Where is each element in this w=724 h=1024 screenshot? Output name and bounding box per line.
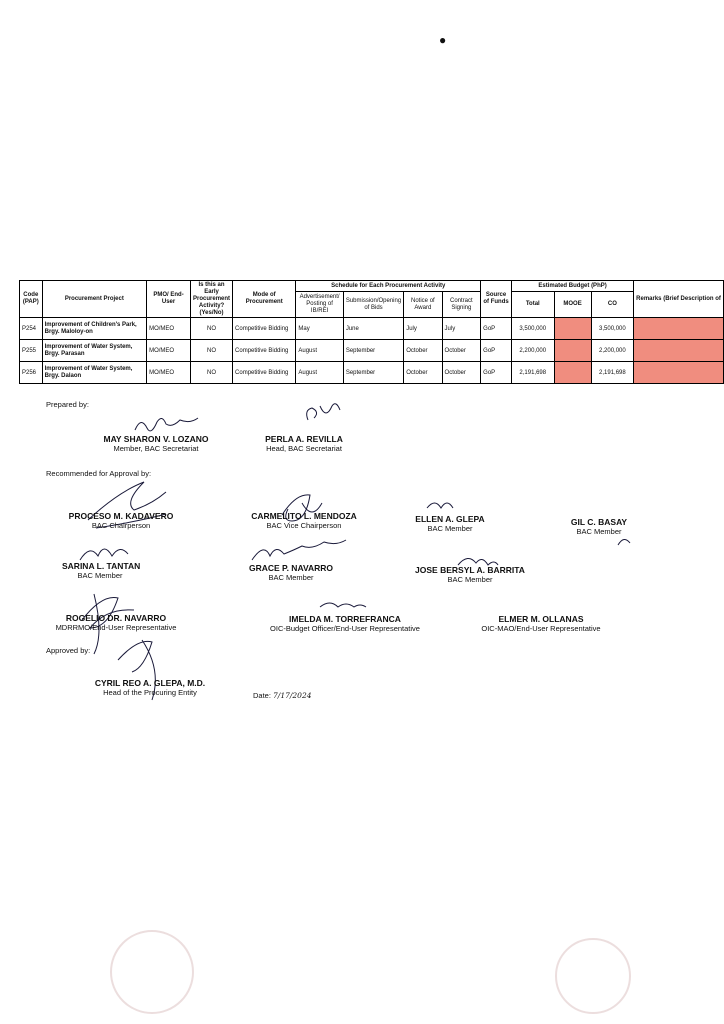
cell-contract: October — [442, 340, 481, 362]
col-co: CO — [591, 292, 634, 318]
date-label: Date: — [253, 691, 271, 700]
table-row — [20, 318, 724, 340]
cell-total: 3,500,000 — [511, 318, 554, 340]
cell-early: NO — [191, 362, 233, 384]
col-total: Total — [511, 292, 554, 318]
signatory-glepa — [412, 514, 488, 533]
signatory-name: ELLEN A. GLEPA — [415, 514, 485, 524]
signatory-barrita — [412, 565, 528, 584]
cell-submission: September — [343, 362, 403, 384]
signatory-role: OIC-MAO/End-User Representative — [481, 624, 601, 633]
signatory-name: ELMER M. OLLANAS — [498, 614, 584, 624]
cell-contract: July — [442, 318, 481, 340]
signatory-kadavero — [66, 511, 176, 530]
col-mode: Mode of Procurement — [233, 281, 296, 318]
cell-co: 2,191,698 — [591, 362, 634, 384]
signatory-role: BAC Member — [576, 527, 622, 536]
approved-by-label: Approved by: — [46, 646, 91, 655]
cell-remarks — [634, 318, 724, 340]
cell-early: NO — [191, 340, 233, 362]
signatory-name: IMELDA M. TORREFRANCA — [289, 614, 401, 624]
table-row — [20, 362, 724, 384]
signature-glepa-e — [427, 503, 453, 508]
signature-navarro-g — [252, 540, 346, 560]
cell-remarks — [634, 362, 724, 384]
signatory-role: BAC Member — [427, 524, 473, 533]
signatory-navarro-g — [246, 563, 336, 582]
signatory-role: BAC Chairperson — [91, 521, 151, 530]
col-pmo: PMO/ End-User — [147, 281, 191, 318]
signatory-navarro-r — [46, 613, 186, 632]
col-mooe: MOOE — [554, 292, 591, 318]
signature-tantan — [80, 549, 128, 560]
cell-mode: Competitive Bidding — [233, 318, 296, 340]
cell-project: Improvement of Children's Park, Brgy. Maloloy-on — [42, 318, 146, 340]
col-source: Source of Funds — [481, 281, 512, 318]
col-early: Is this an Early Procurement Activity? (Yes/No) — [191, 281, 233, 318]
col-advert: Advertisement/ Posting of IB/REI — [296, 292, 343, 318]
cell-advert: May — [296, 318, 343, 340]
cell-mooe — [554, 362, 591, 384]
cell-early: NO — [191, 318, 233, 340]
col-budget: Estimated Budget (PhP) — [511, 281, 633, 292]
cell-code: P255 — [20, 340, 43, 362]
signatory-role: Head of the Procuring Entity — [103, 688, 197, 697]
signatory-role: Head, BAC Secretariat — [266, 444, 342, 453]
signatory-name: JOSE BERSYL A. BARRITA — [415, 565, 525, 575]
cell-pmo: MO/MEO — [147, 318, 191, 340]
cell-project: Improvement of Water System, Brgy. Parasan — [42, 340, 146, 362]
prepared-by-label: Prepared by: — [46, 400, 89, 409]
signatory-name: CYRIL REO A. GLEPA, M.D. — [94, 678, 206, 688]
signatory-name: CARMELITO L. MENDOZA — [251, 511, 357, 521]
cell-notice: July — [404, 318, 442, 340]
cell-advert: August — [296, 362, 343, 384]
signatory-hope — [94, 678, 206, 697]
cell-pmo: MO/MEO — [147, 340, 191, 362]
signatory-torrefranca — [250, 614, 440, 633]
cell-mooe — [554, 318, 591, 340]
col-project: Procurement Project — [42, 281, 146, 318]
signature-lozano — [135, 418, 198, 431]
cell-total: 2,191,698 — [511, 362, 554, 384]
cell-source: GoP — [481, 340, 512, 362]
cell-co: 2,200,000 — [591, 340, 634, 362]
date-value: 7/17/2024 — [273, 691, 312, 700]
signature-basay — [618, 539, 630, 545]
cell-remarks — [634, 340, 724, 362]
cell-notice: October — [404, 362, 442, 384]
recommended-by-label: Recommended for Approval by: — [46, 469, 152, 478]
cell-advert: August — [296, 340, 343, 362]
signatory-ollanas — [471, 614, 611, 633]
col-schedule: Schedule for Each Procurement Activity — [296, 281, 481, 292]
signatory-name: PERLA A. REVILLA — [265, 434, 343, 444]
signatory-role: BAC Vice Chairperson — [266, 521, 342, 530]
signatory-role: OIC-Budget Officer/End-User Representative — [270, 624, 420, 633]
cell-mode: Competitive Bidding — [233, 362, 296, 384]
signatory-role: Member, BAC Secretariat — [113, 444, 199, 453]
signatory-name: PROCESO M. KADAVERO — [68, 511, 174, 521]
signatory-mendoza — [248, 511, 360, 530]
cell-total: 2,200,000 — [511, 340, 554, 362]
table-row — [20, 340, 724, 362]
col-remarks: Remarks (Brief Description of — [634, 281, 724, 318]
signatory-role: BAC Member — [447, 575, 493, 584]
signature-torrefranca — [320, 603, 366, 607]
cell-code: P256 — [20, 362, 43, 384]
signatory-name: GIL C. BASAY — [570, 517, 628, 527]
col-submission: Submission/Opening of Bids — [343, 292, 403, 318]
bleedthrough-seal-left — [110, 930, 194, 1014]
cell-source: GoP — [481, 362, 512, 384]
cell-project: Improvement of Water System, Brgy. Dalaon — [42, 362, 146, 384]
signatory-name: SARINA L. TANTAN — [62, 561, 141, 571]
signatory-role: BAC Member — [268, 573, 314, 582]
signatory-role: BAC Member — [77, 571, 123, 580]
col-notice: Notice of Award — [404, 292, 442, 318]
cell-co: 3,500,000 — [591, 318, 634, 340]
signatory-tantan — [62, 561, 141, 580]
approval-date — [253, 691, 312, 700]
signatory-lozano — [98, 434, 214, 453]
cell-submission: September — [343, 340, 403, 362]
header-row-1 — [20, 281, 724, 292]
signatory-name: ROGELIO DR. NAVARRO — [65, 613, 167, 623]
bleedthrough-seal-right — [555, 938, 631, 1014]
signatory-name: MAY SHARON V. LOZANO — [103, 434, 209, 444]
signatory-basay — [566, 517, 632, 536]
cell-mooe — [554, 340, 591, 362]
cell-contract: October — [442, 362, 481, 384]
signature-revilla — [307, 404, 340, 420]
signatory-name: GRACE P. NAVARRO — [248, 563, 334, 573]
signatory-role: MDRRMO/End-User Representative — [55, 623, 177, 632]
cell-notice: October — [404, 340, 442, 362]
cell-submission: June — [343, 318, 403, 340]
cell-pmo: MO/MEO — [147, 362, 191, 384]
cell-mode: Competitive Bidding — [233, 340, 296, 362]
cell-code: P254 — [20, 318, 43, 340]
ink-speck: ● — [439, 33, 447, 47]
signatory-revilla — [254, 434, 354, 453]
procurement-table — [19, 280, 724, 384]
cell-source: GoP — [481, 318, 512, 340]
col-contract: Contract Signing — [442, 292, 481, 318]
col-code: Code (PAP) — [20, 281, 43, 318]
